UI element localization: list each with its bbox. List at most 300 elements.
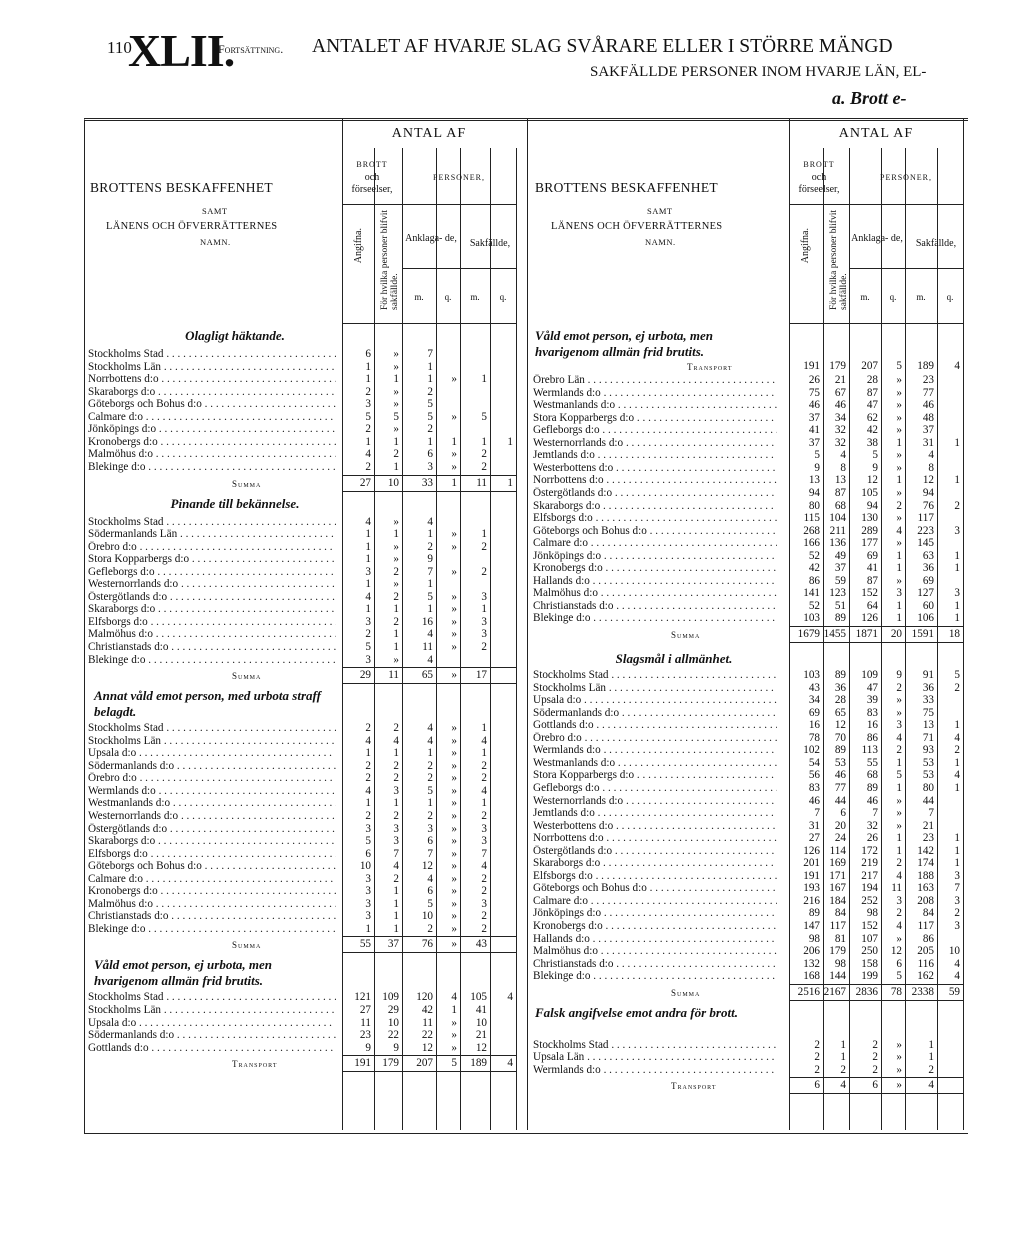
region-name: Westernorrlands d:o . . . — [88, 578, 336, 591]
cell-value: 1 — [954, 719, 960, 732]
table-row — [533, 682, 965, 695]
cell-value: 31 — [808, 819, 820, 832]
table-row — [88, 747, 523, 760]
cell-value: 188 — [917, 869, 934, 882]
cell-value: 56 — [808, 769, 820, 782]
cell-value: 37 — [922, 424, 934, 437]
cell-value: 3 — [365, 885, 371, 898]
cell-value: 1 — [481, 722, 487, 735]
sum-value: 10 — [387, 476, 399, 489]
cell-value: 32 — [866, 819, 878, 832]
region-name: Wermlands d:o . . . — [533, 387, 777, 400]
cell-value: 114 — [829, 844, 846, 857]
region-name: Kronobergs d:o . . . — [533, 920, 777, 933]
region-name: Jönköpings d:o . . . — [88, 423, 336, 436]
cell-value: 2 — [393, 615, 399, 628]
region-name: Norrbottens d:o . . . — [88, 373, 336, 386]
cell-value: 1 — [365, 578, 371, 591]
sum-value: 55 — [359, 938, 371, 951]
cell-value: 109 — [861, 669, 878, 681]
cell-value: 105 — [470, 991, 487, 1004]
cell-value: 9 — [814, 461, 820, 474]
region-name: Christianstads d:o . . . — [88, 641, 336, 654]
region-name: Hallands d:o . . . — [533, 575, 777, 588]
cell-value: » — [393, 515, 399, 528]
cell-value: » — [451, 734, 457, 747]
cell-value: 12 — [421, 860, 433, 873]
section-title: Pinande till bekännelse. — [170, 495, 300, 511]
cell-value: 55 — [866, 756, 878, 769]
cell-value: 41 — [475, 1004, 487, 1016]
cell-value: » — [393, 578, 399, 591]
cell-value: 46 — [834, 769, 846, 782]
region-name: Skaraborgs d:o . . . — [88, 603, 336, 616]
cell-value: 8 — [928, 461, 934, 474]
sum-rule — [342, 683, 516, 684]
cell-value: 152 — [861, 920, 878, 932]
cell-value: 3 — [365, 398, 371, 411]
cell-value: 86 — [922, 932, 934, 945]
region-name: Jemtlands d:o . . . — [533, 807, 777, 820]
region-name: Göteborgs och Bohus d:o . . . — [88, 398, 336, 411]
region-name: Blekinge d:o . . . — [88, 461, 336, 474]
cell-value: 2 — [840, 1063, 846, 1076]
table-row — [533, 694, 965, 707]
table-row — [533, 907, 965, 920]
cell-value: 59 — [834, 574, 846, 587]
region-name: Gottlands d:o . . . — [88, 1042, 336, 1055]
region-name: Gefleborgs d:o . . . — [533, 424, 777, 437]
cell-value: 141 — [803, 587, 820, 600]
cell-value: 6 — [427, 885, 433, 898]
col-q-label: q. — [946, 292, 954, 302]
cell-value: 10 — [421, 910, 433, 923]
table-row — [88, 760, 523, 773]
brottens-beskaffenhet-heading: BROTTENS BESKAFFENHET — [90, 180, 273, 195]
sum-value: 2836 — [855, 985, 878, 998]
cell-value: 83 — [866, 706, 878, 719]
region-name: Malmöhus d:o . . . — [88, 898, 336, 911]
cell-value: 5 — [896, 970, 902, 983]
sum-rule — [342, 1071, 516, 1072]
cell-value: 26 — [808, 374, 820, 386]
cell-value: 2 — [427, 809, 433, 822]
cell-value: 26 — [866, 832, 878, 845]
cell-value: 3 — [896, 719, 902, 732]
table-row — [88, 810, 523, 823]
table-row — [88, 785, 523, 798]
cell-value: 41 — [866, 562, 878, 575]
table-number: XLII. — [128, 25, 235, 76]
cell-value: 4 — [896, 524, 902, 537]
sum-value: 1679 — [797, 628, 820, 640]
cell-value: 191 — [803, 869, 820, 882]
cell-value: 2 — [365, 722, 371, 735]
sum-value: 78 — [890, 985, 902, 998]
region-name: Hallands d:o . . . — [533, 933, 777, 946]
sum-value: 207 — [416, 1057, 433, 1070]
sum-value: 2338 — [911, 985, 934, 998]
cell-value: 94 — [922, 486, 934, 499]
cell-value: 13 — [808, 474, 820, 487]
col-q-label: q. — [889, 292, 897, 302]
cell-value: 2 — [393, 759, 399, 772]
region-name: Östergötlands d:o . . . — [88, 591, 336, 604]
table-row — [88, 603, 523, 616]
cell-value: 36 — [922, 681, 934, 694]
header-rule — [789, 204, 849, 205]
cell-value: 179 — [829, 945, 846, 958]
cell-value: 1 — [427, 747, 433, 760]
cell-value: 36 — [834, 681, 846, 694]
cell-value: » — [393, 423, 399, 436]
cell-value: 4 — [954, 957, 960, 970]
cell-value: 42 — [808, 562, 820, 575]
cell-value: 37 — [808, 436, 820, 449]
cell-value: 1 — [393, 528, 399, 541]
cell-value: 4 — [954, 769, 960, 782]
region-name: Stora Kopparbergs d:o . . . — [533, 412, 777, 425]
cell-value: » — [451, 528, 457, 541]
table-row — [88, 885, 523, 898]
cell-value: 5 — [427, 897, 433, 910]
cell-value: » — [896, 706, 902, 719]
table-row — [88, 923, 523, 936]
cell-value: 13 — [922, 719, 934, 732]
cell-value: 2 — [427, 385, 433, 398]
sum-value: 17 — [475, 669, 487, 682]
cell-value: » — [896, 386, 902, 399]
cell-value: 6 — [365, 847, 371, 860]
cell-value: 11 — [422, 1016, 433, 1029]
cell-value: 1 — [427, 603, 433, 616]
table-row — [88, 373, 523, 386]
cell-value: 1 — [393, 797, 399, 810]
region-name: Elfsborgs d:o . . . — [533, 512, 777, 525]
cell-value: 1 — [896, 599, 902, 612]
region-name: Wermlands d:o . . . — [533, 1064, 777, 1077]
cell-value: » — [896, 399, 902, 412]
sum-value: 1591 — [911, 628, 934, 640]
table-row — [533, 820, 965, 833]
cell-value: 1 — [427, 373, 433, 386]
cell-value: 158 — [861, 957, 878, 970]
cell-value: 4 — [365, 515, 371, 528]
cell-value: 3 — [365, 653, 371, 666]
cell-value: 223 — [917, 524, 934, 537]
cell-value: 46 — [922, 399, 934, 412]
cell-value: 5 — [427, 784, 433, 797]
cell-value: 12 — [890, 945, 902, 958]
cell-value: » — [451, 797, 457, 810]
table-row — [88, 772, 523, 785]
cell-value: 7 — [481, 847, 487, 860]
angifna-label: Angifna. — [800, 228, 811, 264]
sum-value: 11 — [476, 476, 487, 489]
cell-value: 51 — [834, 599, 846, 612]
region-name: Stockholms Stad . . . — [88, 722, 336, 735]
cell-value: 2 — [481, 772, 487, 785]
cell-value: 11 — [891, 882, 902, 895]
cell-value: » — [451, 772, 457, 785]
cell-value: 22 — [387, 1029, 399, 1042]
cell-value: 147 — [803, 920, 820, 932]
sum-value: 4 — [840, 1079, 846, 1092]
sum-value: 11 — [388, 669, 399, 682]
cell-value: 9 — [365, 1041, 371, 1054]
cell-value: 2 — [393, 872, 399, 885]
cell-value: 3 — [954, 894, 960, 907]
forseelser-label: förseelser, — [351, 184, 393, 195]
table-row — [533, 474, 965, 487]
cell-value: 53 — [922, 769, 934, 782]
cell-value: 84 — [834, 907, 846, 920]
cell-value: 1 — [427, 797, 433, 810]
cell-value: 67 — [834, 386, 846, 399]
cell-value: 11 — [360, 1016, 371, 1029]
header-rule — [402, 204, 516, 205]
sum-value: 6 — [872, 1079, 878, 1092]
cell-value: 2 — [365, 772, 371, 785]
cell-value: 52 — [808, 549, 820, 562]
namn-label: NAMN. — [200, 237, 231, 247]
table-row — [88, 616, 523, 629]
table-row — [533, 970, 965, 983]
region-name: Stora Kopparbergs d:o . . . — [88, 553, 336, 566]
cell-value: » — [896, 819, 902, 832]
cell-value: 113 — [861, 744, 878, 757]
cell-value: 32 — [834, 436, 846, 449]
transport-value: 191 — [803, 360, 820, 372]
cell-value: 7 — [427, 348, 433, 360]
cell-value: 2 — [481, 540, 487, 553]
sum-value: 27 — [359, 476, 371, 489]
table-row — [533, 562, 965, 575]
cell-value: 268 — [803, 524, 820, 537]
table-row — [533, 795, 965, 808]
region-name: Calmare d:o . . . — [88, 873, 336, 886]
sum-value: 29 — [359, 669, 371, 682]
lanens-heading: LÄNENS OCH ÖFVERRÄTTERNES — [551, 221, 723, 232]
cell-value: 3 — [954, 587, 960, 600]
cell-value: 1 — [481, 435, 487, 448]
cell-value: 29 — [387, 1004, 399, 1016]
cell-value: 4 — [427, 734, 433, 747]
cell-value: 2 — [427, 922, 433, 935]
region-name: Stockholms Stad . . . — [88, 991, 336, 1004]
table-row — [88, 1042, 523, 1055]
for-hvilka-label: För hvilka personer blifvit sakfällde. — [380, 210, 400, 310]
sum-value: 2167 — [823, 985, 846, 998]
title-line-3: a. Brott e- — [832, 88, 907, 108]
region-name: Norrbottens d:o . . . — [533, 832, 777, 845]
region-name: Upsala d:o . . . — [533, 694, 777, 707]
cell-value: 1 — [954, 844, 960, 857]
table-row — [533, 845, 965, 858]
col-m-label: m. — [860, 292, 870, 302]
table-row — [533, 462, 965, 475]
cell-value: » — [451, 460, 457, 473]
table-row — [88, 628, 523, 641]
cell-value: » — [451, 922, 457, 935]
cell-value: 10 — [948, 945, 960, 958]
cell-value: 2 — [954, 744, 960, 757]
cell-value: » — [896, 461, 902, 474]
table-row — [533, 449, 965, 462]
region-name: Jönköpings d:o . . . — [533, 907, 777, 920]
cell-value: 89 — [808, 907, 820, 920]
sum-value: 20 — [890, 628, 902, 640]
cell-value: » — [451, 860, 457, 873]
cell-value: 8 — [840, 461, 846, 474]
cell-value: 37 — [834, 562, 846, 575]
cell-value: 2 — [365, 809, 371, 822]
cell-value: 1 — [427, 360, 433, 373]
cell-value: 9 — [872, 461, 878, 474]
table-row — [88, 654, 523, 667]
cell-value: 103 — [803, 612, 820, 625]
cell-value: 2 — [954, 681, 960, 694]
samt-label: SAMT — [202, 206, 228, 216]
cell-value: 199 — [861, 970, 878, 983]
col-m-label: m. — [916, 292, 926, 302]
cell-value: 1 — [365, 747, 371, 760]
header-rule — [849, 268, 905, 269]
cell-value: » — [451, 641, 457, 653]
cell-value: 2 — [481, 460, 487, 473]
cell-value: 106 — [917, 612, 934, 625]
cell-value: 37 — [808, 411, 820, 424]
cell-value: 1 — [393, 922, 399, 935]
cell-value: » — [393, 653, 399, 666]
cell-value: 46 — [808, 794, 820, 807]
page-number: 110 — [107, 38, 132, 57]
antal-af-heading: ANTAL AF — [391, 126, 467, 141]
cell-value: 93 — [922, 744, 934, 757]
header-rule — [460, 268, 516, 269]
cell-value: 44 — [922, 794, 934, 807]
region-name: Elfsborgs d:o . . . — [88, 848, 336, 861]
cell-value: 13 — [834, 474, 846, 487]
region-name: Kronobergs d:o . . . — [533, 562, 777, 575]
cell-value: 38 — [866, 436, 878, 449]
table-row — [533, 424, 965, 437]
cell-value: 94 — [866, 499, 878, 512]
region-name: Örebro d:o . . . — [88, 772, 336, 785]
cell-value: 1 — [928, 1051, 934, 1064]
cell-value: 5 — [481, 410, 487, 423]
cell-value: 3 — [393, 784, 399, 797]
table-row — [533, 374, 965, 387]
region-name: Södermanlands d:o . . . — [88, 1029, 336, 1042]
cell-value: 117 — [917, 512, 934, 525]
cell-value: » — [393, 553, 399, 566]
table-row — [88, 860, 523, 873]
page-header — [0, 0, 1024, 118]
cell-value: 5 — [954, 669, 960, 681]
cell-value: » — [896, 1063, 902, 1076]
cell-value: 2 — [365, 460, 371, 473]
cell-value: 1 — [954, 599, 960, 612]
cell-value: 3 — [365, 565, 371, 578]
cell-value: 2 — [365, 759, 371, 772]
table-row — [533, 612, 965, 625]
cell-value: » — [896, 411, 902, 424]
cell-value: 41 — [808, 424, 820, 437]
cell-value: 5 — [427, 410, 433, 423]
lanens-heading: LÄNENS OCH ÖFVERRÄTTERNES — [106, 221, 278, 232]
cell-value: 2 — [481, 448, 487, 461]
cell-value: 219 — [861, 857, 878, 870]
sum-value: 18 — [948, 628, 960, 640]
table-row — [533, 882, 965, 895]
region-name: Östergötlands d:o . . . — [88, 823, 336, 836]
cell-value: 1 — [896, 844, 902, 857]
cell-value: 144 — [829, 970, 846, 983]
table-row — [533, 732, 965, 745]
cell-value: 12 — [922, 474, 934, 487]
cell-value: 115 — [803, 512, 820, 525]
cell-value: 63 — [922, 549, 934, 562]
cell-value: » — [451, 822, 457, 835]
sum-value: 76 — [421, 938, 433, 951]
section-title: Våld emot person, ej urbota, men hvarigenom allmän frid brutits. — [94, 957, 273, 989]
cell-value: 69 — [866, 549, 878, 562]
table-row — [88, 1029, 523, 1042]
summa-label: Summa — [232, 478, 262, 489]
table-row — [88, 591, 523, 604]
table-row — [88, 641, 523, 654]
cell-value: 42 — [421, 1004, 433, 1016]
cell-value: 2 — [814, 1063, 820, 1076]
summa-label: Transport — [232, 1059, 278, 1070]
cell-value: 1 — [365, 797, 371, 810]
cell-value: 70 — [834, 731, 846, 744]
region-name: Westerbottens d:o . . . — [533, 462, 777, 475]
region-name: Westernorrlands d:o . . . — [533, 795, 777, 808]
title-line-1: ANTALET AF HVARJE SLAG SVÅRARE ELLER I STÖRRE MÄNGD — [312, 36, 893, 57]
cell-value: 1 — [896, 612, 902, 625]
cell-value: 21 — [922, 819, 934, 832]
cell-value: » — [451, 373, 457, 386]
region-name: Östergötlands d:o . . . — [533, 487, 777, 500]
section-title: Falsk angifvelse emot andra för brott. — [535, 1004, 738, 1020]
sum-value: 59 — [948, 985, 960, 998]
sum-rule — [789, 984, 963, 985]
cell-value: 1 — [427, 528, 433, 541]
region-name: Calmare d:o . . . — [533, 895, 777, 908]
brott-label: BROTT — [356, 160, 388, 169]
cell-value: 4 — [840, 449, 846, 462]
cell-value: 1 — [365, 360, 371, 373]
table-row — [533, 399, 965, 412]
cell-value: 1 — [896, 474, 902, 487]
table-row — [88, 566, 523, 579]
table-row — [88, 910, 523, 923]
table-row — [88, 528, 523, 541]
table-row — [533, 719, 965, 732]
cell-value: 3 — [481, 835, 487, 848]
cell-value: 43 — [808, 681, 820, 694]
cell-value: 47 — [866, 399, 878, 412]
cell-value: » — [896, 574, 902, 587]
cell-value: 77 — [922, 386, 934, 399]
table-row — [533, 832, 965, 845]
cell-value: 23 — [922, 832, 934, 845]
cell-value: 1 — [393, 628, 399, 641]
region-name: Gefleborgs d:o . . . — [533, 782, 777, 795]
region-name: Malmöhus d:o . . . — [88, 628, 336, 641]
